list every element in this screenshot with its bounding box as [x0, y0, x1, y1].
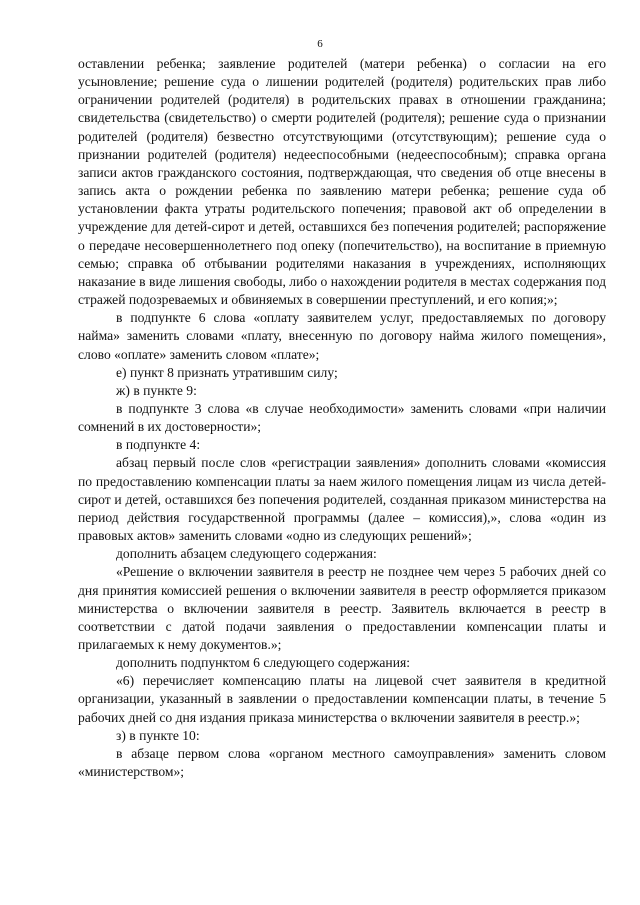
paragraph: е) пункт 8 признать утратившим силу;	[116, 364, 338, 380]
paragraph: ж) в пункте 9:	[116, 382, 197, 398]
paragraph: в подпункте 3 слова «в случае необходимости» заменить словами «при наличии сомнений в их достоверности»;	[78, 400, 606, 435]
paragraph: дополнить подпунктом 6 следующего содержания:	[116, 655, 411, 671]
paragraph: дополнить абзацем следующего содержания:	[116, 546, 377, 562]
paragraph: з) в пункте 10:	[116, 727, 200, 743]
document-body	[78, 55, 606, 781]
paragraph: оставлении ребенка; заявление родителей (матери ребенка) о согласии на его усыновление; решение суда о лишении родителей (родителя) родительских прав либо ограничении родителей (родителя) в родительских правах в отношении гражданина; свидетельства (свидетельство) о смерти родителей (родителя); решение суда о признании родителей (родителя) безвестно отсутствующими (отсутствующим); решение суда о признании родителей (родителя) недееспособными (недееспособным); справка органа записи актов гражданского состояния, подтверждающая, что сведения об отце внесены в запись акта о рождении ребенка по заявлению матери ребенка; решение суда об установлении факта утраты родительского попечения; правовой акт об определении в учреждение для детей-сирот и детей, оставшихся без попечения родителей; распоряжение о передаче несовершеннолетнего под опеку (попечительство), на воспитание в приемную семью; справка об отбывании родителями наказания в учреждениях, исполняющих наказание в виде лишения свободы, либо о нахождении родителя в местах содержания под стражей подозреваемых и обвиняемых в совершении преступлений, и его копия;»;	[78, 56, 606, 308]
page-number: 6	[317, 38, 323, 50]
paragraph: в абзаце первом слова «органом местного самоуправления» заменить словом «министерством»;	[78, 745, 606, 780]
paragraph: в подпункте 4:	[116, 437, 201, 453]
paragraph: абзац первый после слов «регистрации заявления» дополнить словами «комиссия по предоставлению компенсации платы за наем жилого помещения лицам из числа детей-сирот и детей, оставшихся без попечения родителей, созданная приказом министерства на период действия государственной программы (далее – комиссия),», слова «один из правовых актов» заменить словами «одно из следующих решений»;	[78, 455, 606, 544]
paragraph: «Решение о включении заявителя в реестр не позднее чем через 5 рабочих дней со дня принятия комиссией решения о включении заявителя в реестр оформляется приказом министерства о включении заявителя в реестр. Заявитель включается в реестр в соответствии с датой подачи заявления о предоставлении компенсации платы и прилагаемых к нему документов.»;	[78, 564, 606, 652]
paragraph: «6) перечисляет компенсацию платы на лицевой счет заявителя в кредитной организации, указанный в заявлении о предоставлении компенсации платы, в течение 5 рабочих дней со дня издания приказа министерства о включении заявителя в реестр.»;	[78, 673, 606, 725]
paragraph: в подпункте 6 слова «оплату заявителем услуг, предоставляемых по договору найма» заменить словами «плату, внесенную по договору найма жилого помещения», слово «оплате» заменить словом «плате»;	[78, 310, 606, 362]
